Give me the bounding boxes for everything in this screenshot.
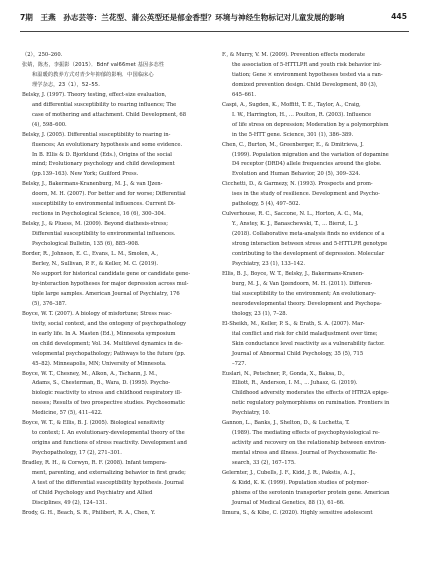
reference-line: No support for historical candidate gene or candidate gene- [32,270,191,277]
reference-entry [222,270,409,320]
reference-entry [22,61,208,91]
reference-line: Brody, G. H., Beach, S. R., Philibert, R. A., Chen, Y. [22,509,156,516]
reference-line: case of mothering and attachment. Child Development, 68 [32,111,187,118]
reference-line: Skin conductance level reactivity as a vulnerability factor. [232,340,385,347]
reference-line: susceptibility to environmental influences. Current Di- [32,201,176,208]
reference-line: velopmental psychopathology; Pathways to the future (pp. [32,350,186,357]
reference-line: Gelernter, J., Cubells, J. F., Kidd, J. R., Pakstis, A. J., [222,470,356,477]
reference-line: 645–661. [232,91,257,98]
reference-line: Childhood adversity moderates the effects of HTR2A epige- [232,390,389,397]
reference-line: contributing to the development of depression. Molecular [232,251,385,258]
reference-entry [222,141,409,181]
reference-line: Psychopathology, 17 (2), 271–301. [32,450,122,457]
reference-line: of life stress on depression; Moderation by a polymorphism [232,121,389,128]
reference-line: Caspi, A., Sugden, K., Moffitt, T. E., Taylor, A., Craig, [222,101,361,108]
reference-line: I. W., Harrington, H., ... Poulton, R. (2003). Influence [232,111,372,118]
reference-entry [222,101,409,141]
reference-line: Evolution and Human Behavior, 20 (5), 309–324. [232,171,361,178]
reference-line: (1999). Population migration and the variation of dopamine [232,151,389,158]
reference-line: 和温暖的教养方式对青少年抑郁的影响．中国临床心 [32,71,154,78]
reference-line: Cicchetti, D., & Garmezy, N. (1993). Prospects and prom- [222,181,373,188]
reference-line: thology, 23 (1), 7–28. [232,310,288,317]
reference-line: Psychiatry, 23 (1), 133–142. [232,261,305,268]
header-left [20,12,349,23]
reference-line: Boyce, W. T. (2007). A biology of misfortune; Stress reac- [22,310,172,317]
reference-line: Psychological Bulletin, 135 (6), 885–908. [32,241,140,248]
reference-entry [222,51,409,101]
reference-entry [22,91,208,131]
reference-line: mind; Evolutionary psychology and child development [32,161,175,168]
reference-line: El-Sheikh, M., Keller, P. S., & Erath, S. A. (2007). Mar- [222,320,365,327]
reference-line: Belsky, J., & Pluess, M. (2009). Beyond diathesis-stress; [22,221,169,228]
reference-line: Disciplines, 49 (2), 124–131. [32,499,107,506]
reference-line: in early life. In A. Masten (Ed.), Minnesota symposium [32,330,176,337]
reference-line: origins and functions of stress reactivity. Development and [32,440,187,447]
header-title: 王燕 孙志芸等：兰花型、蒲公英型还是郁金香型？环境与神经生物标记对儿童发展的影响 [40,13,345,22]
reference-line: Chen, C., Burton, M., Greenberger, E., & Dmitrieva, J. [222,141,364,148]
reference-entry [222,180,409,210]
reference-line: (5), 376–387. [32,300,67,307]
reference-entry [22,131,208,181]
reference-line: Belsky, J. (1997). Theory testing, effect-size evaluation, [22,91,167,98]
reference-entry [222,419,409,469]
reference-line: F., & Murry, V. M. (2009). Prevention effects moderate [222,52,365,58]
reference-entry [222,320,409,370]
reference-line: 45–82). Minneapolis, MN; University of Minnesota. [32,360,167,367]
reference-line: strong interaction between stress and 5-HTTLPR genotype [232,241,388,248]
reference-line: mental stress and illness. Journal of Psychosomatic Re- [232,450,378,457]
reference-line: burg, M. J., & Van Ijzendoorn, M. H. (2011). Differen- [232,280,373,287]
reference-entry [22,419,208,459]
reference-line: In B. Ellis & D. Bjorklund (Eds.), Origins of the social [32,151,172,158]
reference-line: Elliott, R., Anderson, I. M., ... Juhasz, G. (2019). [232,380,358,387]
reference-column-left [22,51,208,519]
reference-line: Psychiatry, 10. [232,410,271,417]
reference-line: to context; I. An evolutionary-developmental theory of the [32,430,185,437]
reference-line: doorn, M. H. (2007). For better and for worse; Differential [32,191,186,198]
reference-line: 张婧，陈杰，李振影（2015）．Bdnf val66met 基因多态性 [22,61,165,68]
reference-line: Medicine, 57 (5), 411–422. [32,410,103,417]
reference-line: tial susceptibility to the environment; An evolutionary- [232,290,376,297]
reference-line: of Child Psychology and Psychiatry and Allied [32,489,153,496]
reference-entry [22,310,208,370]
reference-line: Ellis, B. J., Boyce, W. T., Belsky, J., Bakermans-Kranen- [222,270,364,277]
reference-line: Bradley, R. H., & Corwyn, R. F. (2008). Infant tempera- [22,460,167,467]
reference-line: phisms of the serotonin transporter protein gene. American [232,489,390,496]
reference-line: Berley, N., Sullivan, P. F., & Keller, M. C. (2019). [32,261,159,268]
reference-line: Journal of Medical Genetics, 88 (1), 61–66. [232,499,345,506]
reference-line: neurodevelopmental theory. Development and Psychopa- [232,300,382,307]
reference-line: ital conflict and risk for child maladjustment over time; [232,330,378,337]
reference-line: Differential susceptibility to environmental influences. [32,231,176,238]
reference-line: tiple large samples. American Journal of Psychiatry, 176 [32,290,180,297]
reference-line: Belsky, J. (2005). Differential susceptibility to rearing in- [22,131,171,138]
reference-column-right [222,51,409,519]
reference-line: search, 33 (2), 167–175. [232,460,296,467]
reference-line: Boyce, W. T., & Ellis, B. J. (2005). Biological sensitivity [22,420,165,427]
reference-line: & Kidd, K. K. (1999). Population studies of polymor- [232,479,369,486]
reference-line: Adams, S., Chesterman, B., Wara, D. (1995). Psycho- [32,380,171,387]
reference-entry [22,51,208,61]
reference-line: Culverhouse, R. C., Saccone, N. L., Horton, A. C., Ma, [222,211,364,218]
reference-entry [22,220,208,250]
reference-entry [222,370,409,420]
reference-line: netic regulatory polymorphisms on rumination. Frontiers in [232,400,390,407]
reference-line: pathology, 5 (4), 497–502. [232,201,301,208]
reference-line: biologic reactivity to stress and childhood respiratory ill- [32,390,182,397]
reference-line: tiation; Gene × environment hypotheses tested via a ran- [232,71,383,78]
reference-line: A test of the differential susceptibility hypothesis. Journal [32,479,184,486]
running-header [20,11,409,32]
reference-line: (4), 598–600. [32,121,67,128]
reference-line: on child development; Vol. 34. Multilevel dynamics in de- [32,340,183,347]
reference-line: activity and recovery on the relationship between environ- [232,440,387,447]
reference-entry [22,370,208,420]
page-number: 445 [391,12,407,21]
reference-line: Y., Anstey, K. J., Banaschewski, T., ... Bierut, L. J. [232,221,359,228]
reference-line: –727. [232,360,247,367]
reference-line: Journal of Abnormal Child Psychology, 35 (5), 715 [232,350,364,357]
reference-line: tivity, social context, and the ontogeny of psychopathology [32,320,187,327]
reference-entry [222,210,409,270]
reference-line: Gannon, L., Banks, J., Shelton, D., & Luchetta, T. [222,420,350,427]
reference-entry [22,250,208,310]
reference-line: and differential susceptibility to rearing influence; The [32,101,177,108]
reference-line: nesses; Results of two prospective studies. Psychosomatic [32,400,186,407]
reference-line: the association of 5-HTTLPR and youth risk behavior ini- [232,61,382,68]
reference-line: (1989). The mediating effects of psychophysiological re- [232,430,380,437]
reference-line: 理学杂志，23（1），52–55. [32,81,100,88]
reference-line: fluences; An evolutionary hypothesis and some evidence. [32,141,183,148]
reference-line: ment, parenting, and externalizing behavior in first grade; [32,470,186,477]
reference-line: Boyce, W. T., Chesney, M., Alkon, A., Tschann, J. M., [22,370,158,377]
issue-number: 7期 [20,13,33,22]
reference-line: in the 5-HTT gene. Science, 301 (1), 386–389. [232,131,354,138]
reference-line: (pp.139–163). New York; Guilford Press. [32,171,139,178]
reference-line: Iimura, S., & Kibe, C. (2020). Highly sensitive adolescent [222,509,373,516]
reference-line: by-interaction hypotheses for major depression across mul- [32,280,189,287]
reference-line: ises in the study of resilience. Development and Psycho- [232,191,380,198]
reference-entry [22,509,208,519]
reference-line: (2018). Collaborative meta-analysis finds no evidence of a [232,231,385,238]
reference-entry [222,509,409,519]
reference-line: rections in Psychological Science, 16 (6), 300–304. [32,211,166,218]
reference-line: Border, R., Johnson, E. C., Evans, L. M., Smolen, A., [22,251,159,258]
reference-line: domized prevention design. Child Development, 80 (3), [232,81,378,88]
reference-line: D4 receptor (DRD4) allele frequencies around the globe. [232,161,382,168]
reference-entry [222,469,409,509]
reference-line: （2），250–260. [22,52,63,58]
reference-entry [22,459,208,509]
reference-line: Belsky, J., Bakermans-Kranenburg, M. J., & van IJzen- [22,181,163,188]
reference-line: Euslari, N., Petschner, P., Gonda, X., Baksa, D., [222,370,345,377]
reference-entry [22,180,208,220]
